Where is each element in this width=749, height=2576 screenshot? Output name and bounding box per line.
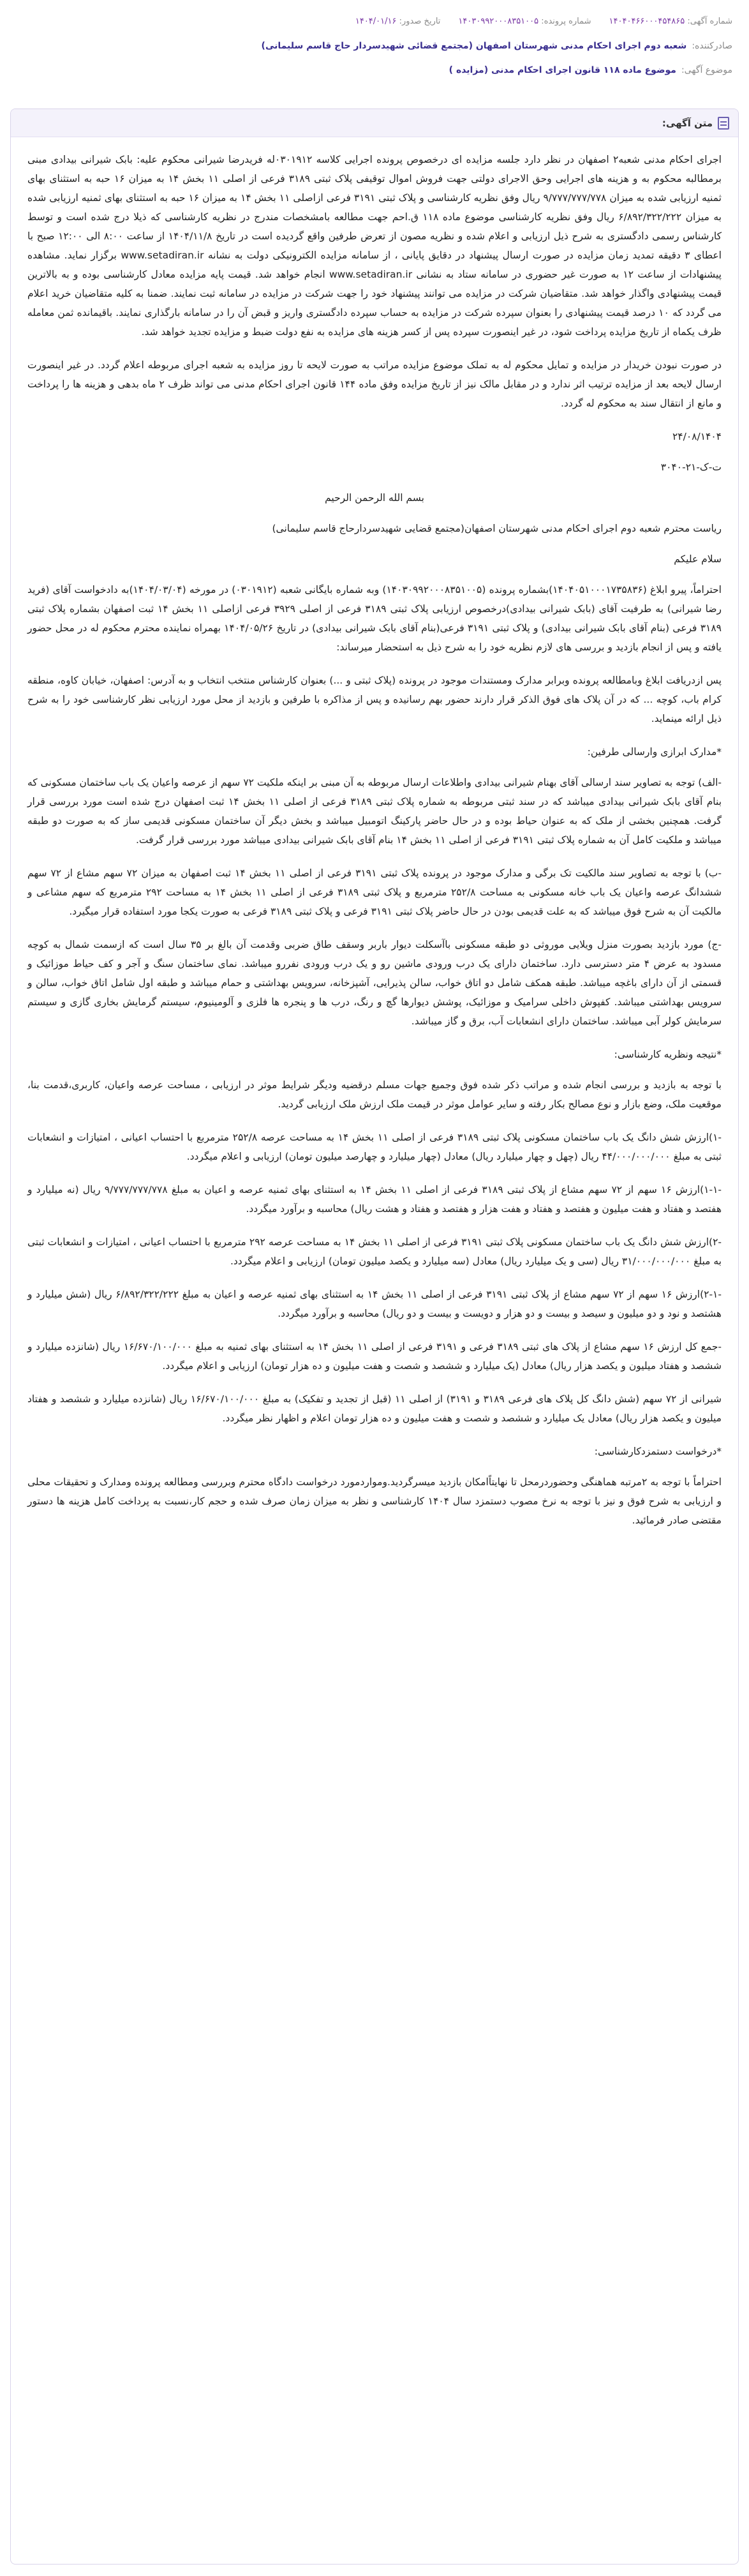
notice-code: ت-ک-۲۱-۳۰۴۰ xyxy=(660,461,722,473)
valuation-total: -جمع کل ارزش ۱۶ سهم مشاع از پلاک های ثبتی ۳۱۸۹ فرعی و ۳۱۹۱ فرعی از اصلی ۱۱ بخش ۱۴ به استثنای بهای ثمنیه به مبلغ ۱۶/۶۷۰/۱۰۰/۰۰۰ ریال (شانزده میلیارد و ششصد و هفتاد میلیون و یکصد هزار ریال) معادل (یک میلیارد و ششصد و شصت و هفت میلیون و ده هزار تومان) ارزیابی و اعلام میگردد. xyxy=(27,1341,722,1372)
paragraph-documents-a: -الف) توجه به تصاویر سند ارسالی آقای بهنام شیرانی بیدادی واطلاعات ارسال مربوطه به آن مبنی بر اینکه ملکیت ۷۲ سهم از عرصه واعیان یک باب ساختمان مسکونی که بنام آقای بابک شیرانی بیدادی میباشد که در سند ثبتی مربوطه به شماره پلاک ثبتی ۳۱۸۹ فرعی از اصلی ۱۱ بخش ۱۴ ثبت اصفهان درج شده است مورد بررسی قرار گرفت. همچنین بخشی از ملک که به عنوان حیاط بوده و در حال حاضر پارکینگ اتومبیل میباشد و بخش دیگر آن ساختمان مسکونی قدیمی ساز که به صورت دو طبقه میباشد و ملکیت کامل آن به شماره پلاک ثبتی ۳۱۹۱ فرعی از اصلی ۱۱ بخش ۱۴ بنام آقای بابک شیرانی بیدادی میباشد مورد بررسی قرار گرفت. xyxy=(27,777,722,846)
issuer-line xyxy=(17,38,732,54)
document-icon xyxy=(718,117,729,130)
issue-date-label: تاریخ صدور: xyxy=(399,16,441,26)
notice-id-value: ۱۴۰۴۰۴۶۶۰۰۰۴۵۴۸۶۵ xyxy=(609,16,685,26)
section-fee-title: *درخواست دستمزدکارشناسی: xyxy=(594,1446,722,1457)
notice-id-label: شماره آگهی: xyxy=(687,16,732,26)
paragraph-fee: احتراماً با توجه به ۲مرتبه هماهنگی وحضوردرمحل تا نهایتاًامکان بازدید میسرگردید.ومواردمورد درخواست دادگاه محترم وبررسی ومطالعه پرونده ومدارک و تحقیقات محلی و ارزیابی به شرح فوق و نیز با توجه به نرخ مصوب دستمزد سال ۱۴۰۴ کارشناسی و نظر به میزان زمان صرف شده و حجم کار،نسبت به پرداخت کامل هزینه ها دستور مقتضی صادر فرمائید. xyxy=(27,1476,722,1526)
case-number-value: ۱۴۰۳۰۹۹۲۰۰۰۸۳۵۱۰۰۵ xyxy=(458,16,539,26)
addressee: ریاست محترم شعبه دوم اجرای احکام مدنی شهرستان اصفهان(مجتمع قضایی شهیدسردارحاج قاسم سلیمانی) xyxy=(272,523,722,534)
notice-header xyxy=(11,109,738,137)
notice-meta xyxy=(10,5,739,82)
section-result-title: *نتیجه ونظریه کارشناسی: xyxy=(614,1049,722,1060)
subject-label: موضوع آگهی: xyxy=(681,65,732,75)
issuer-value: شعبه دوم اجرای احکام مدنی شهرستان اصفهان (مجتمع قضائی شهیدسردار حاج قاسم سلیمانی) xyxy=(261,41,687,51)
issue-date xyxy=(355,17,441,26)
issuer-label: صادرکننده: xyxy=(692,41,732,51)
subject-line xyxy=(17,63,732,78)
case-number-label: شماره پرونده: xyxy=(541,16,591,26)
notice-box xyxy=(10,109,739,2565)
valuation-2: -۲)ارزش شش دانگ یک باب ساختمان مسکونی پلاک ثبتی ۳۱۹۱ فرعی از اصلی ۱۱ بخش ۱۴ به مساحت عرصه ۲۹۲ مترمربع با احتساب اعیانی ، امتیازات و انشعابات ثبتی به مبلغ ۳۱/۰۰۰/۰۰۰/۰۰۰ ریال (سی و یک میلیارد ریال) معادل (سه میلیارد و یکصد میلیون تومان) ارزیابی و اعلام میگردد. xyxy=(27,1236,722,1267)
valuation-2-1: -۲-۱)ارزش ۱۶ سهم از ۷۲ سهم مشاع از پلاک ثبتی ۳۱۹۱ فرعی از اصلی ۱۱ بخش ۱۴ به استثنای بهای ثمنیه عرصه و اعیان به مبلغ ۶/۸۹۲/۳۲۲/۲۲۲ ریال (شش میلیارد و هشتصد و نود و دو میلیون و سیصد و بیست و دو هزار و دویست و بیست و دو ریال) محاسبه و برآورد میگردد. xyxy=(27,1289,722,1319)
paragraph-result-intro: با توجه به بازدید و بررسی انجام شده و مراتب ذکر شده فوق وجمیع جهات مسلم درقضیه ودیگر شرایط موثر در ارزیابی ، مساحت عرصه واعیان، کاربری،قدمت بنا، موقعیت ملک، وضع بازار و نوع مصالح بکار رفته و سایر عوامل موثر در قیمت ملک ارزش ملک ارزیابی گردید. xyxy=(27,1079,722,1110)
paragraph-documents-b: -ب) با توجه به تصاویر سند مالکیت تک برگی و مدارک موجود در پرونده پلاک ثبتی ۳۱۹۱ فرعی از اصلی ۱۱ بخش ۱۴ ثبت اصفهان به میزان ۷۲ سهم مشاع از ۷۲ سهم ششدانگ عرصه واعیان یک باب خانه مسکونی به مساحت ۲۵۲/۸ مترمربع و پلاک ثبتی ۳۱۸۹ فرعی از اصلی ۱۱ بخش ۱۴ به مساحت ۲۹۲ مترمربع که سهم مشاعی و مالکیت آن به شرح فوق میباشد که به علت قدیمی بودن در حال حاضر پلاک ثبتی ۳۱۹۱ فرعی و پلاک ثبتی ۳۱۸۹ فرعی به صورت یکجا مورد استفاده قرار میگیرد. xyxy=(27,867,722,917)
greeting: سلام علیکم xyxy=(674,553,722,565)
paragraph-reference: احتراماً، پیرو ابلاغ (۱۴۰۴۰۵۱۰۰۰۱۷۳۵۸۳۶)بشماره پرونده (۱۴۰۳۰۹۹۲۰۰۰۸۳۵۱۰۰۵) وبه شماره بایگانی شعبه (۰۳۰۱۹۱۲) در مورخه (۱۴۰۴/۰۳/۰۴)به دادخواست آقای (فرید رضا شیرانی) به طرفیت آقای (بابک شیرانی بیدادی)درخصوص ارزیابی پلاک ثبتی ۳۱۸۹ فرعی از اصلی ۳۹۲۹ فرعی ازاصلی ۱۱ بخش ۱۴ ثبت اصفهان بشماره پلاک ثبتی ۳۱۸۹ فرعی (بنام آقای بابک شیرانی بیدادی) و پلاک ثبتی ۳۱۹۱ فرعی(بنام آقای بابک شیرانی بیدادی) در تاریخ ۱۴۰۴/۰۵/۲۶ بهمراه نماینده محترم محکوم له در محل حضور یافته و پس از انجام بازدید و بررسی های لازم نظریه خود را به شرح ذیل به استحضار میرساند: xyxy=(27,584,722,653)
paragraph-property-description: -ج) مورد بازدید بصورت منزل ویلایی موروثی دو طبقه مسکونی باآسکلت دیوار باربر وسقف طاق ضربی وقدمت آن بالغ بر ۳۵ سال است که ازسمت شمال به کوچه مسدود به عرض ۴ متر دسترسی دارد. ساختمان دارای یک درب ورودی ماشین رو و یک درب ورودی نفررو میباشد. نمای ساختمان سنگ و آجر و کف حیاط موزائیک و قسمتی از آن دارای باغچه میباشد. طبقه همکف شامل دو اتاق خواب، سالن پذیرایی، آشپزخانه، سرویس بهداشتی و حمام میباشد و طبقه اول شامل اتاق خواب، سالن و سرویس بهداشتی میباشد. کفپوش داخلی سرامیک و موزائیک، پوشش دیوارها گچ و رنگ، درب ها و پنجره ها فلزی و آلومینیوم، سیستم گرمایش بخاری گازی و سیستم سرمایش کولر آبی میباشد. ساختمان دارای انشعابات آب، برق و گاز میباشد. xyxy=(27,939,722,1027)
subject-value: موضوع ماده ۱۱۸ قانون اجرای احکام مدنی (مزایده ) xyxy=(449,65,676,75)
meta-row-top xyxy=(17,13,732,29)
notice-header-title: متن آگهی: xyxy=(662,117,713,129)
issue-date-value: ۱۴۰۴/۰۱/۱۶ xyxy=(355,16,397,26)
bismillah: بسم الله الرحمن الرحيم xyxy=(325,492,424,504)
notice-id xyxy=(609,17,732,26)
valuation-summary: شیرانی از ۷۲ سهم (شش دانگ کل پلاک های فرعی ۳۱۸۹ و ۳۱۹۱) از اصلی ۱۱ (قبل از تجدید و تفکیک) به مبلغ ۱۶/۶۷۰/۱۰۰/۰۰۰ ریال (شانزده میلیارد و ششصد و هفتاد میلیون و یکصد هزار ریال) معادل یک میلیارد و ششصد و شصت و هفت میلیون و ده هزار تومان اعلام و اظهار نظر میگردد. xyxy=(27,1393,722,1424)
notice-date: ۲۴/۰۸/۱۴۰۴ xyxy=(672,431,722,442)
section-documents-title: *مدارک ابرازی وارسالی طرفین: xyxy=(587,746,722,758)
valuation-1-1: -۱-۱)ارزش ۱۶ سهم از ۷۲ سهم مشاع از پلاک ثبتی ۳۱۸۹ فرعی از اصلی ۱۱ بخش ۱۴ به استثنای بهای ثمنیه عرصه و اعیان به مبلغ ۹/۷۷۷/۷۷۷/۷۷۸ ریال (نه میلیارد و هفتصد و هفتاد و هفت میلیون و هفتصد و هفتاد و هفت هزار و هفتصد و هفتاد و هشت ریال) محاسبه و برآورد میگردد. xyxy=(27,1184,722,1215)
paragraph-auction-intro: اجرای احکام مدنی شعبه۲ اصفهان در نظر دارد جلسه مزایده ای درخصوص پرونده اجرایی کلاسه ۰۳۰۱۹۱۲له فریدرضا شیرانی محکوم علیه: بابک شیرانی بیدادی مبنی برمطالبه محکوم به و هزینه های اجرایی وحق الاجرای دولتی جهت فروش اموال توقیفی پلاک ثبتی ۳۱۸۹ فرعی از اصلی ۱۱ بخش ۱۴ به میزان ۱۶ حبه به استثنای بهای ثمنیه ارزیابی شده به میزان ۹/۷۷۷/۷۷۷/۷۷۸ ریال وفق نظریه کارشناسی و پلاک ثبتی ۳۱۹۱ فرعی ازاصلی ۱۱ بخش ۱۴ به میزان ۱۶ حبه به استثنای بهای ثمنیه ارزیابی شده به میزان ۶/۸۹۲/۳۲۲/۲۲۲ ریال وفق نظریه کارشناسی موضوع ماده ۱۱۸ ق.احم جهت مطالعه بامشخصات مندرج در نظریه کارشناسی که ذیلا درج شده است و توسط کارشناس رسمی دادگستری به شرح ذیل ارزیابی و اعلام شده و نظریه مصون از تعرض طرفین واقع گردیده است در تاریخ ۱۴۰۴/۱۱/۸ از ساعت ۸:۰۰ الی ۱۲:۰۰ صبح با اعطای ۳ دقیقه تمدید زمان مزایده در صورت ارسال پیشنهاد در دقایق پایانی ، از سامانه مزایده الکترونیکی دولت به نشانه www.setadiran.ir برگزار نماید. مشاهده پیشنهادات از ساعت ۱۲ به صورت غیر حضوری در سامانه ستاد به نشانی www.setadiran.ir انجام خواهد شد. قیمت پایه مزایده معادل کارشناسی بوده و به بالاترین قیمت پیشنهادی واگذار خواهد شد. متقاضیان شرکت در مزایده می توانند پیشنهاد خود را جهت شرکت در مزایده در سامانه ثبت نمایند. ضمنا به کلیه متقاضیان خرید اعلام می گردد که ۱۰ درصد قیمت پیشنهادی را بعنوان سپرده شرکت در مزایده به حساب سپرده دادگستری واریز و قبض آن را در سامانه بارگذاری نمایند. باقیمانده ثمن معامله ظرف یکماه از تاریخ مزایده پرداخت شود، در غیر اینصورت سپرده پس از کسر هزینه های مزایده به نفع دولت ضبط و مزایده تجدید خواهد شد. xyxy=(27,154,722,338)
valuation-1: -۱)ارزش شش دانگ یک باب ساختمان مسکونی پلاک ثبتی ۳۱۸۹ فرعی از اصلی ۱۱ بخش ۱۴ به مساحت عرصه ۲۵۲/۸ مترمربع با احتساب اعیانی ، امتیازات و انشعابات ثبتی به مبلغ ۴۴/۰۰۰/۰۰۰/۰۰۰ ریال (چهل و چهار میلیارد ریال) معادل (چهار میلیارد و چهارصد میلیون تومان) ارزیابی و اعلام میگردد. xyxy=(27,1132,722,1162)
case-number xyxy=(458,17,591,26)
paragraph-visit: پس ازدریافت ابلاغ وبامطالعه پرونده وبرابر مدارک ومستندات موجود در پرونده (پلاک ثبتی و ...) بعنوان کارشناس منتخب انتخاب و به آدرس: اصفهان، خیابان کاوه، منطقه کرام باب، کوچه ... که در آن پلاک های فوق الذکر قرار دارند حضور بهم رسانیده و پس از مذاکره با طرفین و بازدید از محل مورد ارزیابی نظر کارشناسی خود را به شرح ذیل ارائه مینماید. xyxy=(27,675,722,724)
notice-body xyxy=(11,137,738,1557)
paragraph-no-buyer: در صورت نبودن خریدار در مزایده و تمایل محکوم له به تملک موضوع مزایده مراتب به صورت لایحه تا روز مزایده به شعبه اجرای مربوطه اعلام گردد. در غیر اینصورت ارسال لایحه بعد از مزایده ترتیب اثر ندارد و در مقابل مالک نیز از تاریخ مزایده وفق ماده ۱۴۴ قانون اجرای احکام مدنی می تواند ظرف ۲ ماه بدهی و هزینه ها را پرداخت و مانع از انتقال سند به محکوم له گردد. xyxy=(27,359,722,409)
